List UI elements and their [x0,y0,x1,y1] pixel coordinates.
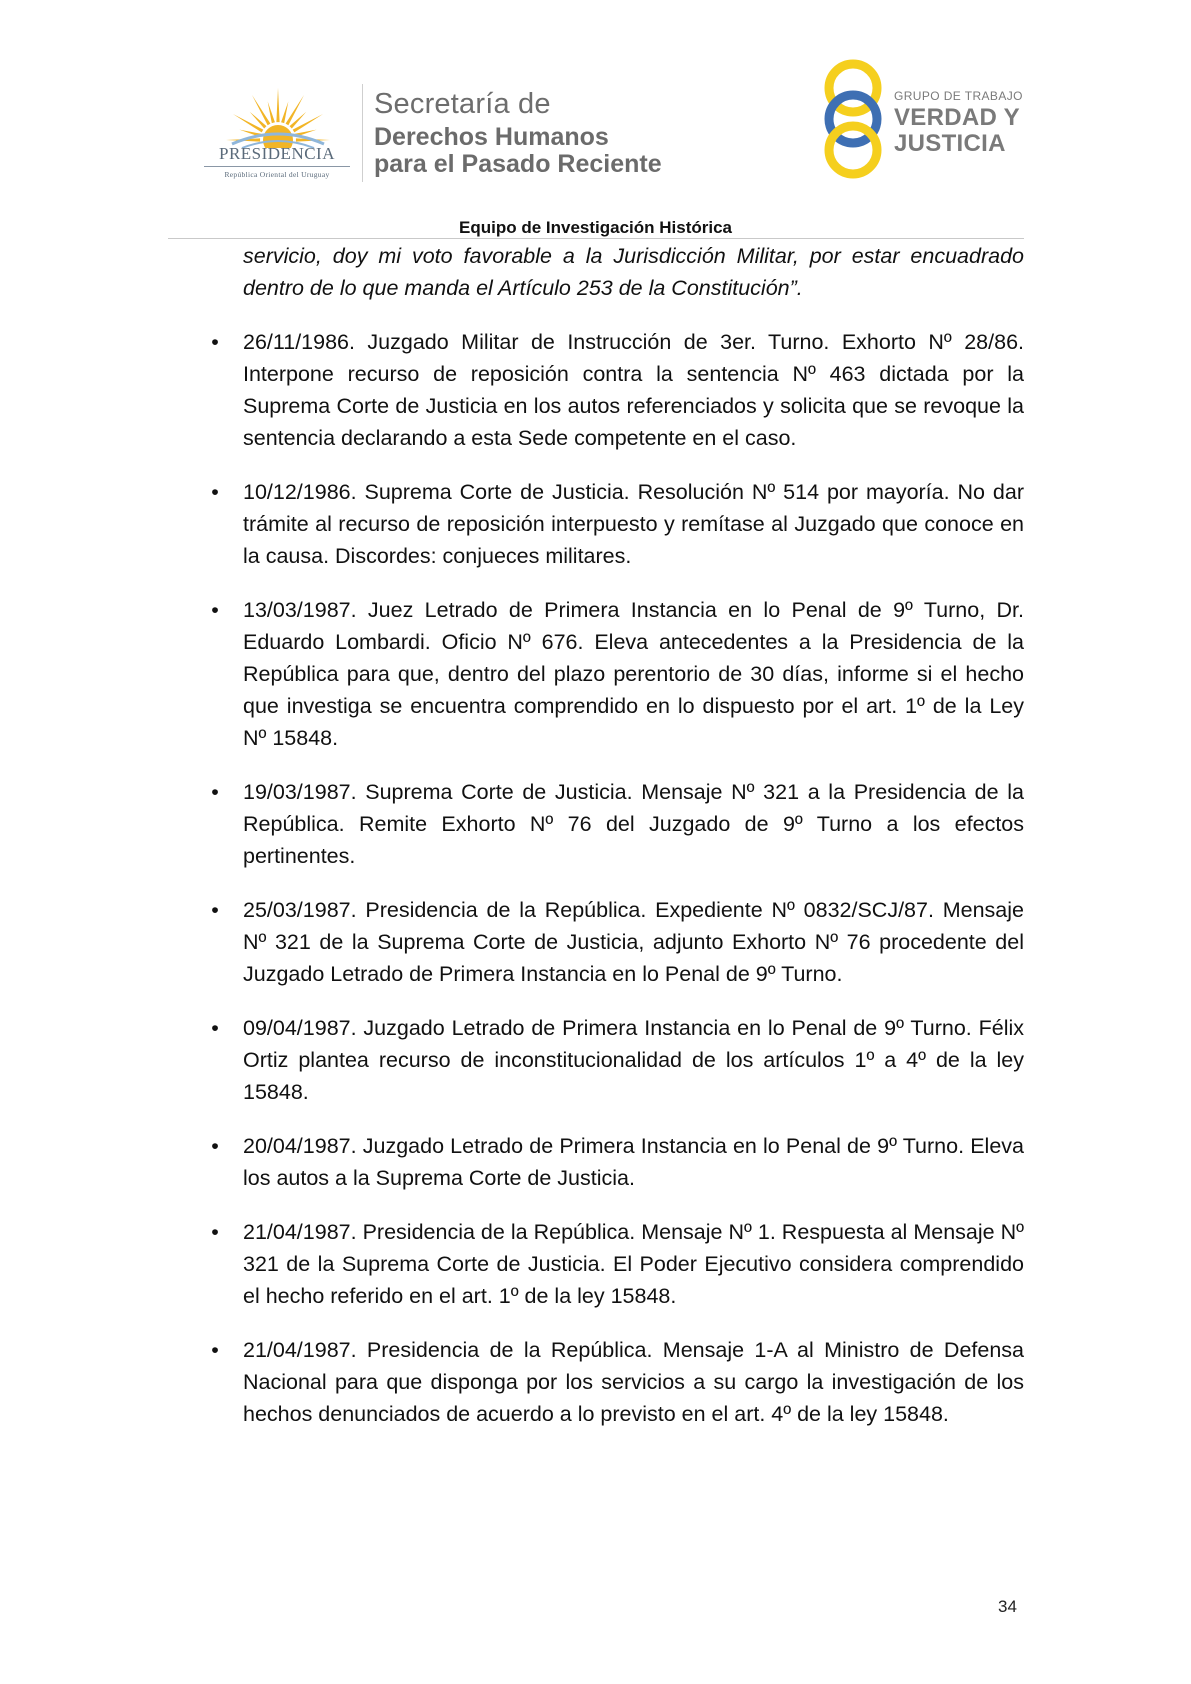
list-item [211,1130,1024,1194]
header-divider [362,84,363,182]
team-title: Equipo de Investigación Histórica [459,218,732,237]
list-item [211,1334,1024,1430]
list-item [211,1216,1024,1312]
grupo-line2: VERDAD Y [894,104,1020,131]
list-item [211,1012,1024,1108]
list-item [211,594,1024,754]
list-item [211,326,1024,454]
bullet-icon: • [211,480,219,504]
quote-continuation: servicio, doy mi voto favorable a la Jurisdicción Militar, por estar encuadrado dentro de lo que manda el Artículo 253 de la Constitución”. [243,244,1024,300]
bullet-icon: • [211,1338,219,1362]
sun-ray [268,101,275,123]
entry-text: 25/03/1987. Presidencia de la República. Expediente Nº 0832/SCJ/87. Mensaje Nº 321 de la Suprema Corte de Justicia, adjunto Exhorto Nº 76 procedente del Juzgado Letrado de Primera Instancia en lo Penal de 9º Turno. [243,898,1024,986]
sun-ray [276,88,279,122]
sun-ray [233,114,263,132]
chronology-list [211,326,1024,1430]
entry-text: 09/04/1987. Juzgado Letrado de Primera Instancia en lo Penal de 9º Turno. Félix Ortiz plantea recurso de inconstitucionalidad de los artículos 1º a 4º de la ley 15848. [243,1016,1024,1104]
entry-text: 26/11/1986. Juzgado Militar de Instrucción de 3er. Turno. Exhorto Nº 28/86. Interpone recurso de reposición contra la sentencia Nº 463 dictada por la Suprema Corte de Justicia en los autos referenciados y solicita que se revoque la sentencia declarando a esta Sede competente en el caso. [243,330,1024,450]
entry-text: 21/04/1987. Presidencia de la República. Mensaje 1-A al Ministro de Defensa Nacional para que disponga por los servicios a su cargo la investigación de los hechos denunciados de acuerdo a lo previsto en el art. 4º de la ley 15848. [243,1338,1024,1426]
bullet-icon: • [211,1134,219,1158]
list-item [211,476,1024,572]
sun-ray [252,95,270,125]
header-rule [168,238,1024,239]
presidencia-wordmark: PRESIDENCIA [218,144,335,163]
bullet-icon: • [211,898,219,922]
verdad-justicia-logo [822,56,1032,182]
presidencia-logo [198,84,356,184]
secretaria-logo [374,90,662,177]
list-item [211,894,1024,990]
entry-text: 19/03/1987. Suprema Corte de Justicia. Mensaje Nº 321 a la Presidencia de la República. Remite Exhorto Nº 76 del Juzgado de 9º Turno a los efectos pertinentes. [243,780,1024,868]
page-number: 34 [998,1597,1017,1616]
secretaria-line3: para el Pasado Reciente [374,150,662,178]
sun-ray [286,95,304,125]
verdad-justicia-text [894,90,1023,156]
secretaria-line1: Secretaría de [374,88,551,120]
entry-text: 21/04/1987. Presidencia de la República. Mensaje Nº 1. Respuesta al Mensaje Nº 321 de la Suprema Corte de Justicia. El Poder Ejecutivo considera comprendido el hecho referido en el art. 1º de la ley 15848. [243,1220,1024,1308]
presidencia-rule [204,166,350,167]
secretaria-line2: Derechos Humanos [374,123,609,151]
list-item [211,776,1024,872]
document-body [211,240,1024,1452]
entry-text: 13/03/1987. Juez Letrado de Primera Instancia en lo Penal de 9º Turno, Dr. Eduardo Lombardi. Oficio Nº 676. Eleva antecedentes a la Presidencia de la República para que, dentro del plazo perentorio de 30 días, informe si el hecho que investiga se encuentra comprendido en lo dispuesto por el art. 1º de la Ley Nº 15848. [243,598,1024,750]
bullet-icon: • [211,1016,219,1040]
bullet-icon: • [211,330,219,354]
grupo-line3: JUSTICIA [894,130,1006,157]
entry-text: 10/12/1986. Suprema Corte de Justicia. Resolución Nº 514 por mayoría. No dar trámite al recurso de reposición interpuesto y remítase al Juzgado que conoce en la causa. Discordes: conjueces militares. [243,480,1024,568]
bullet-icon: • [211,598,219,622]
grupo-line1: GRUPO DE TRABAJO [894,89,1023,103]
rings-icon [822,56,884,182]
sun-ray [281,101,288,123]
entry-text: 20/04/1987. Juzgado Letrado de Primera Instancia en lo Penal de 9º Turno. Eleva los autos a la Suprema Corte de Justicia. [243,1134,1024,1190]
sun-ray [293,114,323,132]
bullet-icon: • [211,1220,219,1244]
presidencia-subtitle: República Oriental del Uruguay [224,170,330,179]
sun-icon [226,84,330,148]
bullet-icon: • [211,780,219,804]
